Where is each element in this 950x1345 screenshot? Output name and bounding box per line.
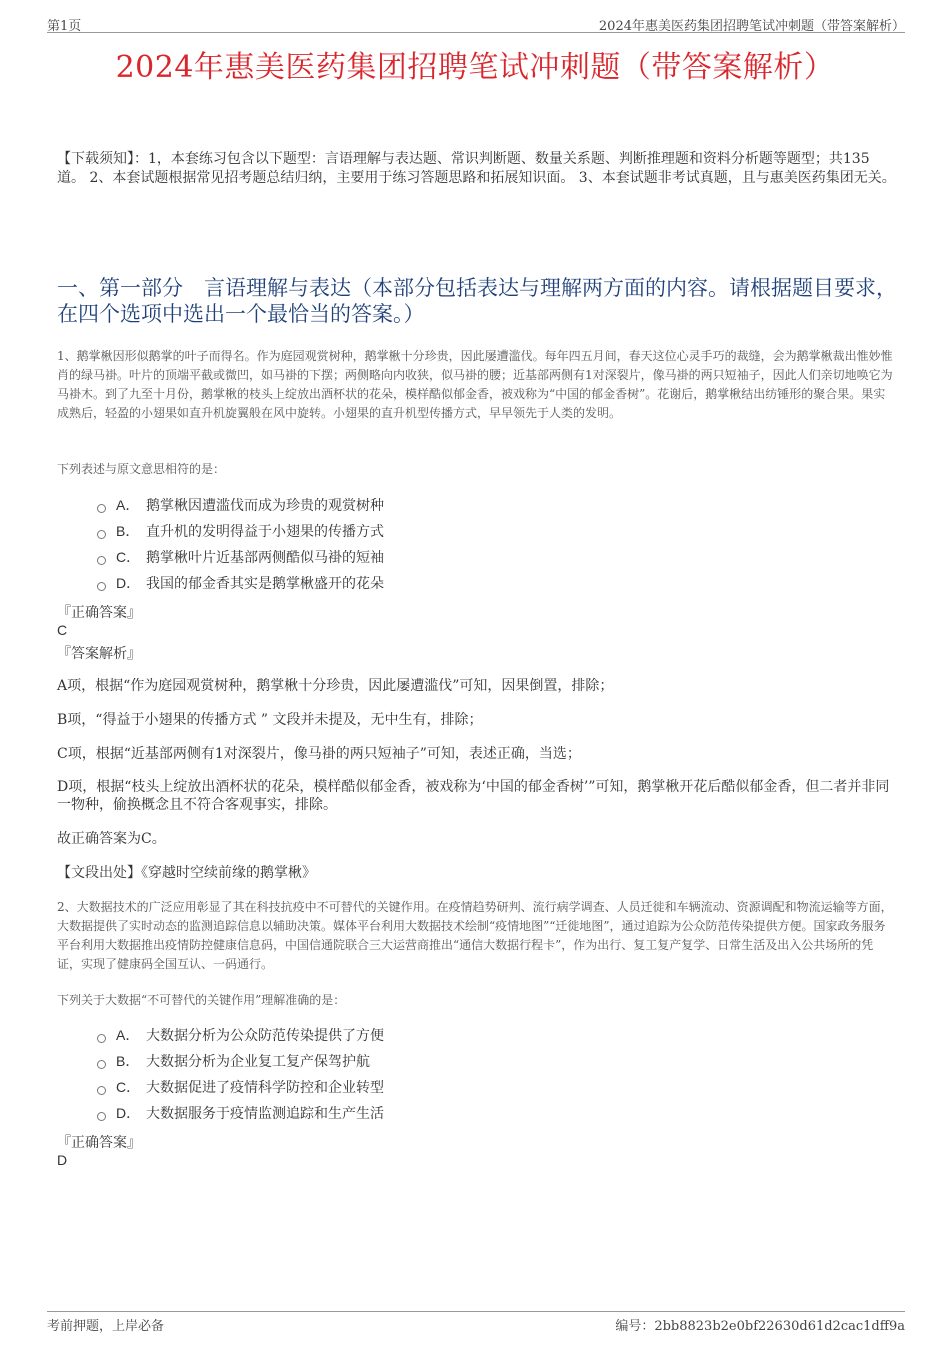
section-heading: 一、第一部分 言语理解与表达（本部分包括表达与理解两方面的内容。请根据题目要求，在四个选项中选出一个最恰当的答案。）	[57, 276, 897, 326]
radio-icon[interactable]	[97, 556, 106, 565]
passage-source: 【文段出处】《穿越时空续前缘的鹅掌楸》	[57, 865, 316, 881]
correct-answer: D	[57, 1152, 68, 1168]
download-notice: 【下载须知】：1，本套练习包含以下题型：言语理解与表达题、常识判断题、数量关系题、判断推理题和资料分析题等题型；共135道。 2、本套试题根据常见招考题总结归纳，主要用于练习答题思路和拓展知识面。 3、本套试题非考试真题，且与惠美医药集团无关。	[57, 151, 896, 186]
header-doc-title: 2024年惠美医药集团招聘笔试冲刺题（带答案解析）	[598, 19, 905, 34]
option-a[interactable]: A． 大数据分析为公众防范传染提供了方便	[97, 1022, 877, 1048]
option-b[interactable]: B． 大数据分析为企业复工复产保驾护航	[97, 1048, 877, 1074]
option-d[interactable]: D． 我国的郁金香其实是鹅掌楸盛开的花朵	[97, 570, 877, 596]
page-footer	[47, 1311, 905, 1332]
question-2-passage: 2、大数据技术的广泛应用彰显了其在科技抗疫中不可替代的关键作用。在疫情趋势研判、流行病学调查、人员迁徙和车辆流动、资源调配和物流运输等方面，大数据提供了实时动态的监测追踪信息以辅助决策。媒体平台利用大数据技术绘制“疫情地图”“迁徙地图”，通过追踪为公众防范传染提供方便。国家政务服务平台利用大数据推出疫情防控健康信息码，中国信通院联合三大运营商推出“通信大数据行程卡”，作为出行、复工复产复学、日常生活及出入公共场所的凭证，实现了健康码全国互认、一码通行。	[57, 900, 893, 971]
page-number: 第1页	[47, 19, 82, 34]
radio-icon[interactable]	[97, 1034, 106, 1043]
question-2-stem: 下列关于大数据“不可替代的关键作用”理解准确的是：	[57, 993, 346, 1007]
answer-label: 『正确答案』	[57, 605, 141, 621]
radio-icon[interactable]	[97, 530, 106, 539]
radio-icon[interactable]	[97, 1060, 106, 1069]
analysis-d: D项，根据“枝头上绽放出酒杯状的花朵，模样酷似郁金香，被戏称为‘中国的郁金香树’”可知，鹅掌楸开花后酷似郁金香，但二者并非同一物种，偷换概念且不符合客观事实，排除。	[57, 779, 890, 813]
footer-slogan: 考前押题，上岸必备	[47, 1319, 165, 1334]
radio-icon[interactable]	[97, 1112, 106, 1121]
option-b[interactable]: B． 直升机的发明得益于小翅果的传播方式	[97, 518, 877, 544]
analysis-label: 『答案解析』	[57, 646, 141, 662]
analysis-conclusion: 故正确答案为C。	[57, 831, 166, 847]
question-2-options	[97, 1022, 877, 1126]
radio-icon[interactable]	[97, 1086, 106, 1095]
page-header	[47, 12, 905, 33]
radio-icon[interactable]	[97, 504, 106, 513]
option-c[interactable]: C． 鹅掌楸叶片近基部两侧酷似马褂的短袖	[97, 544, 877, 570]
analysis-a: A项，根据“作为庭园观赏树种，鹅掌楸十分珍贵，因此屡遭滥伐”可知，因果倒置，排除；	[57, 678, 614, 694]
document-id: 编号：2bb8823b2e0bf22630d61d2cac1dff9a	[615, 1319, 905, 1334]
document-title: 2024年惠美医药集团招聘笔试冲刺题（带答案解析）	[115, 50, 835, 85]
question-1-options	[97, 492, 877, 596]
option-a[interactable]: A． 鹅掌楸因遭滥伐而成为珍贵的观赏树种	[97, 492, 877, 518]
correct-answer: C	[57, 622, 68, 638]
question-1-stem: 下列表述与原文意思相符的是：	[57, 462, 226, 476]
answer-label: 『正确答案』	[57, 1135, 141, 1151]
analysis-b: B项，“得益于小翅果的传播方式 ” 文段并未提及，无中生有，排除；	[57, 712, 483, 728]
option-c[interactable]: C． 大数据促进了疫情科学防控和企业转型	[97, 1074, 877, 1100]
analysis-c: C项，根据“近基部两侧有1对深裂片，像马褂的两只短袖子”可知，表述正确，当选；	[57, 746, 581, 762]
question-1-passage: 1、鹅掌楸因形似鹅掌的叶子而得名。作为庭园观赏树种，鹅掌楸十分珍贵，因此屡遭滥伐。每年四五月间，春天这位心灵手巧的裁缝，会为鹅掌楸裁出惟妙惟肖的绿马褂。叶片的顶端平截或微凹，如马褂的下摆；两侧略向内收狭，似马褂的腰；近基部两侧有1对深裂片，像马褂的两只短袖子，因此人们亲切地唤它为马褂木。到了九至十月份，鹅掌楸的枝头上绽放出酒杯状的花朵，模样酷似郁金香，被戏称为“中国的郁金香树”。花谢后，鹅掌楸结出纺锤形的聚合果。果实成熟后，轻盈的小翅果如直升机旋翼般在风中旋转。小翅果的直升机型传播方式，早早领先于人类的发明。	[57, 349, 893, 420]
radio-icon[interactable]	[97, 582, 106, 591]
option-d[interactable]: D． 大数据服务于疫情监测追踪和生产生活	[97, 1100, 877, 1126]
